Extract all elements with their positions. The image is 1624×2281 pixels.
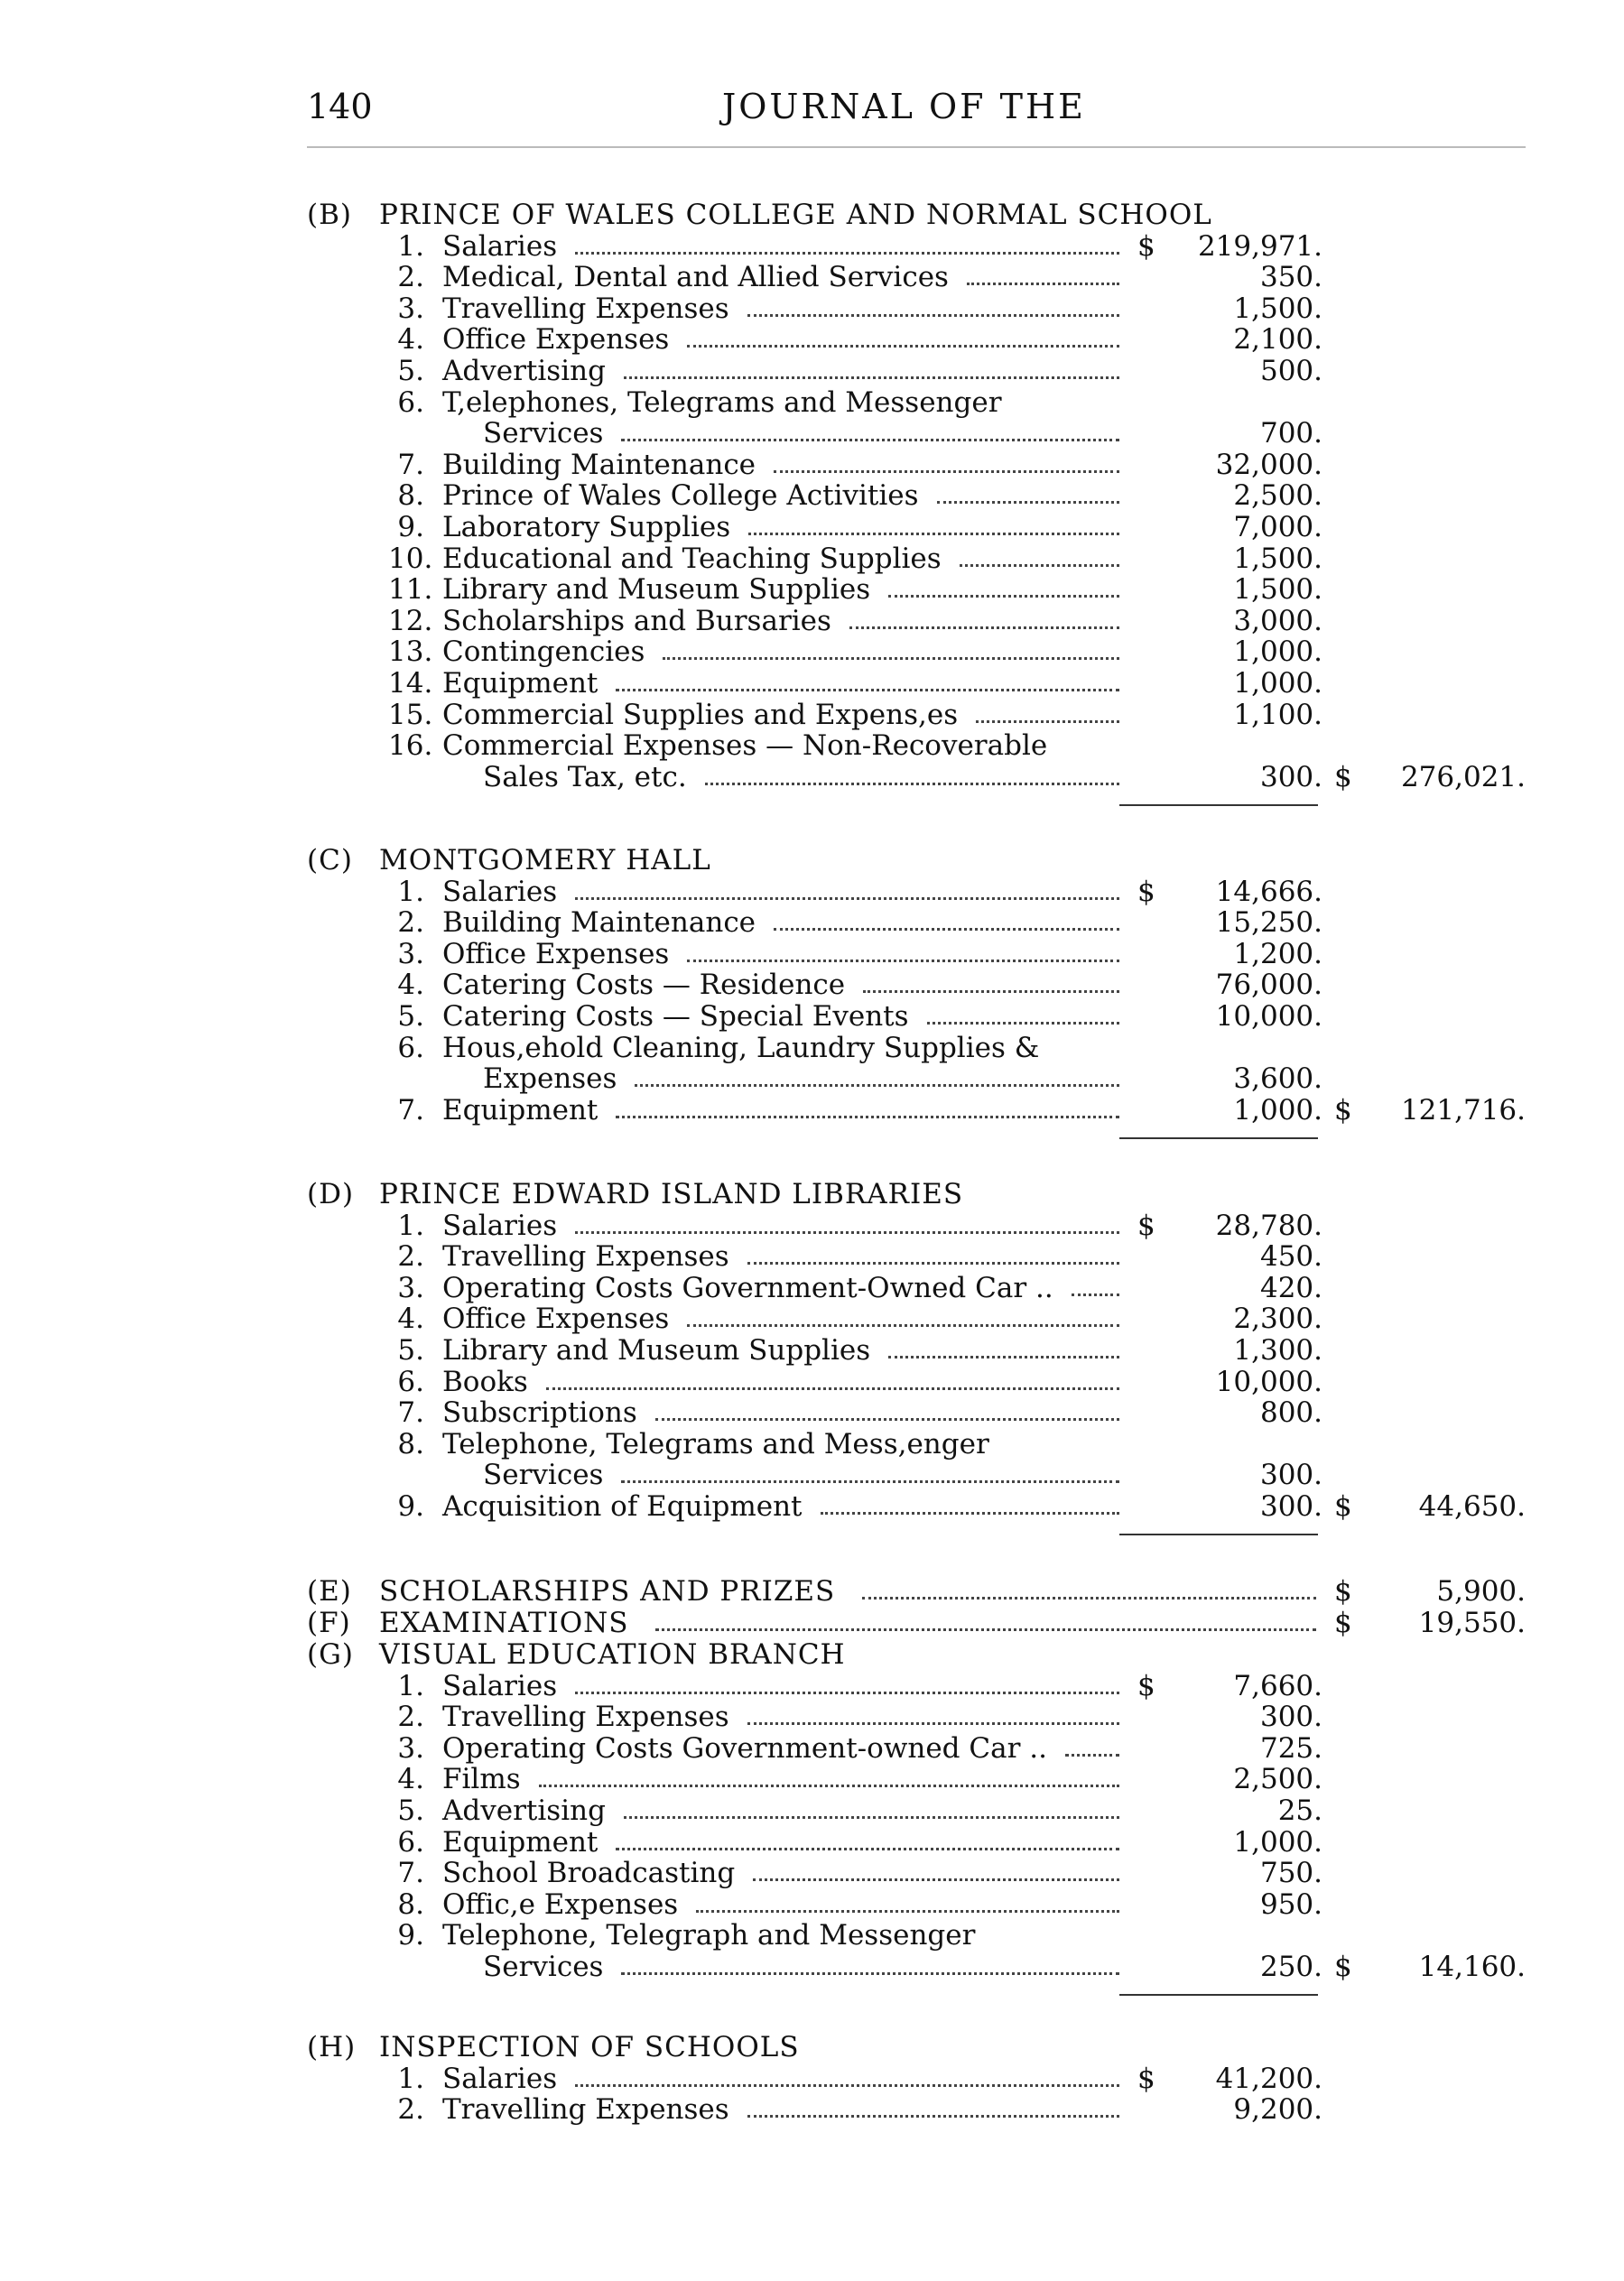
line-item: [388, 1919, 975, 1952]
item-label: Prince of Wales College Activities: [442, 479, 919, 513]
section-title: SCHOLARSHIPS AND PRIZES: [379, 1575, 836, 1608]
item-amount: 14,666.: [1215, 875, 1322, 908]
subtotal-rule: [1119, 1994, 1318, 1996]
dollar-sign: $: [1137, 1669, 1155, 1702]
item-label: Building Maintenance: [442, 448, 756, 481]
total-dollar-sign: $: [1334, 1575, 1352, 1608]
line-item: [388, 1303, 669, 1335]
item-number: 1.: [397, 1209, 424, 1242]
section-heading-g: [307, 1638, 846, 1671]
line-item: [388, 573, 870, 606]
item-label: Salaries: [442, 1669, 558, 1702]
line-item: [388, 1826, 598, 1859]
dollar-sign: $: [1137, 229, 1155, 263]
item-number: 5.: [397, 355, 424, 387]
dot-leader: [635, 1084, 1119, 1087]
line-item: [388, 1794, 606, 1827]
item-amount: 700.: [1259, 417, 1322, 450]
line-item: [388, 1334, 870, 1367]
dot-leader: [687, 960, 1119, 962]
section-heading-e: [307, 1575, 835, 1608]
line-item: [388, 1000, 909, 1033]
dot-leader: [575, 252, 1119, 255]
item-number: 6.: [397, 1365, 424, 1398]
item-label: Commercial Expenses — Non-Recoverable: [442, 729, 1048, 763]
line-item: [388, 2063, 557, 2095]
item-amount: 2,500.: [1233, 1763, 1322, 1796]
section-letter: (C): [307, 844, 353, 876]
item-number: 7.: [397, 1396, 424, 1430]
line-item: [388, 667, 598, 700]
line-item: [388, 542, 942, 575]
item-amount: 2,500.: [1233, 479, 1322, 513]
item-amount: 2,100.: [1233, 323, 1322, 357]
item-label: Books: [442, 1365, 528, 1398]
dot-leader: [616, 1848, 1119, 1850]
item-number: 9.: [397, 1919, 424, 1952]
subtotal-rule: [1119, 804, 1318, 806]
item-number: 3.: [397, 1271, 424, 1304]
line-item: [388, 1094, 598, 1127]
section-letter: (E): [307, 1575, 352, 1608]
total-dollar-sign: $: [1334, 1607, 1352, 1639]
item-label: Library and Museum Supplies: [442, 1334, 871, 1367]
item-label-continued: Services: [483, 417, 604, 450]
item-number: 8.: [397, 1887, 424, 1921]
line-item: [388, 969, 845, 1001]
item-label: Salaries: [442, 229, 558, 263]
item-number: 1.: [397, 229, 424, 263]
dot-leader: [748, 533, 1119, 535]
dot-leader: [663, 657, 1119, 660]
item-label: Travelling Expenses: [442, 292, 729, 325]
item-number: 9.: [397, 511, 424, 543]
line-item: [388, 1490, 803, 1523]
dot-leader: [687, 345, 1119, 348]
dot-leader: [976, 720, 1119, 723]
item-label: Salaries: [442, 1209, 558, 1242]
line-item: [388, 355, 606, 387]
item-amount: 7,660.: [1233, 1669, 1322, 1702]
item-amount: 32,000.: [1215, 448, 1322, 481]
item-number: 16.: [388, 729, 433, 763]
item-label: Equipment: [442, 1093, 599, 1127]
item-amount: 1,500.: [1233, 542, 1322, 575]
running-title: JOURNAL OF THE: [722, 87, 1086, 126]
item-amount: 76,000.: [1215, 969, 1322, 1002]
section-letter: (D): [307, 1178, 355, 1210]
item-number: 9.: [397, 1490, 424, 1523]
line-item: [388, 1396, 637, 1429]
item-label: Laboratory Supplies: [442, 511, 731, 543]
dot-leader: [575, 897, 1119, 900]
dot-leader: [621, 1480, 1119, 1483]
dollar-sign: $: [1137, 1209, 1155, 1242]
line-item: [388, 2093, 729, 2126]
item-number: 4.: [397, 1303, 424, 1336]
item-label: Office Expenses: [442, 937, 670, 970]
total-dollar-sign: $: [1334, 1093, 1352, 1127]
item-label: Hous,ehold Cleaning, Laundry Supplies &: [442, 1031, 1040, 1064]
item-number: 2.: [397, 2093, 424, 2127]
line-item: [388, 1366, 528, 1398]
item-label: Medical, Dental and Allied Services: [442, 261, 949, 294]
item-amount: 219,971.: [1197, 229, 1322, 263]
item-amount: 350.: [1259, 261, 1322, 294]
item-number: 3.: [397, 937, 424, 970]
item-amount: 1,000.: [1233, 1093, 1322, 1127]
line-item: [388, 1240, 729, 1273]
item-number: 6.: [397, 1825, 424, 1859]
item-number: 7.: [397, 448, 424, 481]
dot-leader: [655, 1628, 1316, 1631]
section-total: 19,550.: [1418, 1607, 1526, 1639]
item-number: 6.: [397, 1031, 424, 1064]
dot-leader: [888, 595, 1119, 598]
dot-leader: [616, 689, 1119, 691]
dot-leader: [539, 1785, 1119, 1787]
item-label: Commercial Supplies and Expens,es: [442, 698, 959, 731]
total-dollar-sign: $: [1334, 1490, 1352, 1523]
line-item: [388, 511, 730, 543]
item-label: Offic,e Expenses: [442, 1887, 679, 1921]
item-amount: 1,000.: [1233, 635, 1322, 669]
item-label: Educational and Teaching Supplies: [442, 542, 942, 575]
item-number: 4.: [397, 323, 424, 357]
dot-leader: [624, 1816, 1119, 1819]
line-item: [388, 1857, 735, 1889]
item-number: 4.: [397, 1763, 424, 1796]
item-label: Telephone, Telegrams and Mess,enger: [442, 1427, 989, 1460]
line-item: [388, 292, 729, 325]
item-amount: 420.: [1259, 1271, 1322, 1304]
line-item: [388, 635, 645, 668]
item-label: Travelling Expenses: [442, 2093, 729, 2127]
dot-leader: [624, 376, 1119, 379]
item-number: 5.: [397, 1794, 424, 1827]
item-number: 7.: [397, 1093, 424, 1127]
item-label: Operating Costs Government-owned Car ..: [442, 1731, 1047, 1765]
dot-leader: [546, 1387, 1119, 1390]
line-item: [388, 1272, 1053, 1304]
section-title: VISUAL EDUCATION BRANCH: [379, 1638, 846, 1671]
item-label: Telephone, Telegraph and Messenger: [442, 1919, 976, 1952]
section-letter: (B): [307, 199, 352, 231]
dot-leader: [575, 2084, 1119, 2087]
line-item: [388, 449, 756, 481]
item-label: Equipment: [442, 1825, 599, 1859]
line-item: [388, 938, 669, 970]
item-amount: 10,000.: [1215, 1000, 1322, 1033]
item-number: 2.: [397, 261, 424, 294]
dot-leader: [747, 1262, 1119, 1265]
line-item: [388, 699, 958, 731]
total-dollar-sign: $: [1334, 1951, 1352, 1983]
line-item: [388, 906, 756, 939]
item-number: 15.: [388, 698, 433, 731]
item-number: 1.: [397, 1669, 424, 1702]
item-number: 8.: [397, 479, 424, 513]
subtotal-rule: [1119, 1534, 1318, 1535]
item-label: Salaries: [442, 875, 558, 908]
item-amount: 300.: [1259, 760, 1322, 793]
section-total: 44,650.: [1418, 1490, 1526, 1523]
line-item: [388, 1763, 521, 1795]
item-amount: 2,300.: [1233, 1303, 1322, 1336]
dot-leader: [937, 501, 1119, 504]
line-item: [388, 230, 557, 263]
item-amount: 950.: [1259, 1887, 1322, 1921]
item-label: Building Maintenance: [442, 906, 756, 940]
item-amount: 750.: [1259, 1857, 1322, 1890]
dot-leader: [621, 439, 1119, 441]
item-label-continued: Sales Tax, etc.: [483, 760, 687, 793]
dot-leader: [927, 1022, 1119, 1025]
item-label-continued: Expenses: [483, 1062, 617, 1096]
item-amount: 15,250.: [1215, 906, 1322, 940]
section-heading-h: [307, 2031, 800, 2063]
item-label: Office Expenses: [442, 1303, 670, 1336]
dollar-sign: $: [1137, 2062, 1155, 2095]
item-label: Office Expenses: [442, 323, 670, 357]
section-total: 121,716.: [1400, 1093, 1526, 1127]
section-letter: (H): [307, 2031, 357, 2063]
line-item: [388, 1732, 1047, 1765]
dot-leader: [849, 626, 1119, 629]
item-label: Travelling Expenses: [442, 1240, 729, 1274]
item-label: Contingencies: [442, 635, 645, 669]
item-label: Films: [442, 1763, 521, 1796]
section-heading-c: [307, 844, 711, 876]
dot-leader: [655, 1418, 1119, 1421]
item-label: Scholarships and Bursaries: [442, 604, 831, 637]
section-total: 276,021.: [1400, 760, 1526, 793]
section-heading-f: [307, 1607, 628, 1639]
section-title: INSPECTION OF SCHOOLS: [379, 2031, 800, 2063]
item-amount: 10,000.: [1215, 1365, 1322, 1398]
item-number: 3.: [397, 292, 424, 325]
line-item: [388, 1701, 729, 1733]
dot-leader: [687, 1324, 1119, 1327]
item-amount: 725.: [1259, 1731, 1322, 1765]
section-title: PRINCE EDWARD ISLAND LIBRARIES: [379, 1178, 964, 1210]
dot-leader: [747, 314, 1119, 317]
item-label: Acquisition of Equipment: [442, 1490, 803, 1523]
item-number: 10.: [388, 542, 433, 575]
item-amount: 3,000.: [1233, 604, 1322, 637]
section-title: EXAMINATIONS: [379, 1607, 629, 1639]
dot-leader: [1065, 1754, 1119, 1757]
dot-leader: [862, 1597, 1316, 1599]
dot-leader: [616, 1116, 1119, 1118]
dot-leader: [1072, 1293, 1119, 1296]
item-amount: 1,200.: [1233, 937, 1322, 970]
item-number: 5.: [397, 1000, 424, 1033]
dot-leader: [863, 990, 1119, 993]
item-number: 1.: [397, 2062, 424, 2095]
item-amount: 7,000.: [1233, 511, 1322, 543]
total-dollar-sign: $: [1334, 760, 1352, 793]
item-number: 5.: [397, 1334, 424, 1367]
item-number: 2.: [397, 1701, 424, 1734]
dot-leader: [753, 1878, 1119, 1881]
section-total: 14,160.: [1418, 1951, 1526, 1983]
section-heading-d: [307, 1178, 963, 1210]
subtotal-rule: [1119, 1137, 1318, 1139]
dot-leader: [774, 470, 1119, 473]
dot-leader: [747, 1722, 1119, 1725]
item-amount: 450.: [1259, 1240, 1322, 1274]
section-letter: (F): [307, 1607, 351, 1639]
section-letter: (G): [307, 1638, 354, 1671]
item-amount: 1,000.: [1233, 667, 1322, 700]
line-item: [388, 605, 831, 637]
item-number: 13.: [388, 635, 433, 669]
line-item: [388, 261, 949, 293]
item-amount: 1,000.: [1233, 1825, 1322, 1859]
item-label: Subscriptions: [442, 1396, 637, 1430]
dollar-sign: $: [1137, 875, 1155, 908]
item-label: Catering Costs — Residence: [442, 969, 846, 1002]
header-rule: [307, 146, 1526, 148]
item-amount: 25.: [1277, 1794, 1322, 1827]
item-number: 7.: [397, 1857, 424, 1890]
item-label: Library and Museum Supplies: [442, 573, 871, 607]
page-header: [0, 87, 1624, 132]
line-item: [388, 729, 1047, 762]
dot-leader: [888, 1356, 1119, 1358]
item-label-continued: Services: [483, 1951, 604, 1983]
item-amount: 1,500.: [1233, 292, 1322, 325]
page-number: 140: [307, 87, 373, 126]
line-item: [388, 479, 919, 512]
item-label: Operating Costs Government-Owned Car ..: [442, 1271, 1053, 1304]
item-number: 1.: [397, 875, 424, 908]
item-amount: 300.: [1259, 1459, 1322, 1492]
section-total: 5,900.: [1436, 1575, 1526, 1608]
item-number: 12.: [388, 604, 433, 637]
section-title: PRINCE OF WALES COLLEGE AND NORMAL SCHOOL: [379, 199, 1212, 231]
line-item: [388, 876, 557, 908]
dot-leader: [747, 2115, 1119, 2118]
line-item: [388, 386, 1002, 419]
line-item: [388, 1428, 989, 1460]
dot-leader: [575, 1231, 1119, 1234]
item-number: 14.: [388, 667, 433, 700]
line-item: [388, 323, 669, 356]
item-number: 6.: [397, 385, 424, 419]
item-amount: 300.: [1259, 1490, 1322, 1523]
item-label: Catering Costs — Special Events: [442, 1000, 909, 1033]
item-amount: 500.: [1259, 355, 1322, 387]
item-amount: 9,200.: [1233, 2093, 1322, 2127]
item-label: School Broadcasting: [442, 1857, 736, 1890]
item-label: Salaries: [442, 2062, 558, 2095]
line-item: [388, 1888, 678, 1921]
dot-leader: [696, 1910, 1119, 1913]
item-amount: 28,780.: [1215, 1209, 1322, 1242]
item-amount: 800.: [1259, 1396, 1322, 1430]
item-number: 4.: [397, 969, 424, 1002]
dot-leader: [967, 283, 1119, 285]
dot-leader: [575, 1692, 1119, 1694]
item-number: 2.: [397, 906, 424, 940]
item-amount: 300.: [1259, 1701, 1322, 1734]
item-label: Advertising: [442, 355, 606, 387]
item-number: 3.: [397, 1731, 424, 1765]
dot-leader: [705, 783, 1119, 785]
item-number: 2.: [397, 1240, 424, 1274]
item-label: Equipment: [442, 667, 599, 700]
item-amount: 1,100.: [1233, 698, 1322, 731]
item-amount: 1,300.: [1233, 1334, 1322, 1367]
item-label: Travelling Expenses: [442, 1701, 729, 1734]
item-amount: 1,500.: [1233, 573, 1322, 607]
dot-leader: [621, 1972, 1119, 1975]
dot-leader: [960, 564, 1119, 567]
line-item: [388, 1210, 557, 1242]
section-heading-b: [307, 199, 1212, 231]
item-label: T,elephones, Telegrams and Messenger: [442, 385, 1002, 419]
item-amount: 3,600.: [1233, 1062, 1322, 1096]
section-title: MONTGOMERY HALL: [379, 844, 711, 876]
item-number: 8.: [397, 1427, 424, 1460]
line-item: [388, 1032, 1039, 1064]
dot-leader: [821, 1512, 1119, 1515]
line-item: [388, 1670, 557, 1702]
dot-leader: [774, 928, 1119, 931]
item-amount: 41,200.: [1215, 2062, 1322, 2095]
item-number: 11.: [388, 573, 433, 607]
item-label-continued: Services: [483, 1459, 604, 1492]
item-label: Advertising: [442, 1794, 606, 1827]
item-amount: 250.: [1259, 1951, 1322, 1983]
